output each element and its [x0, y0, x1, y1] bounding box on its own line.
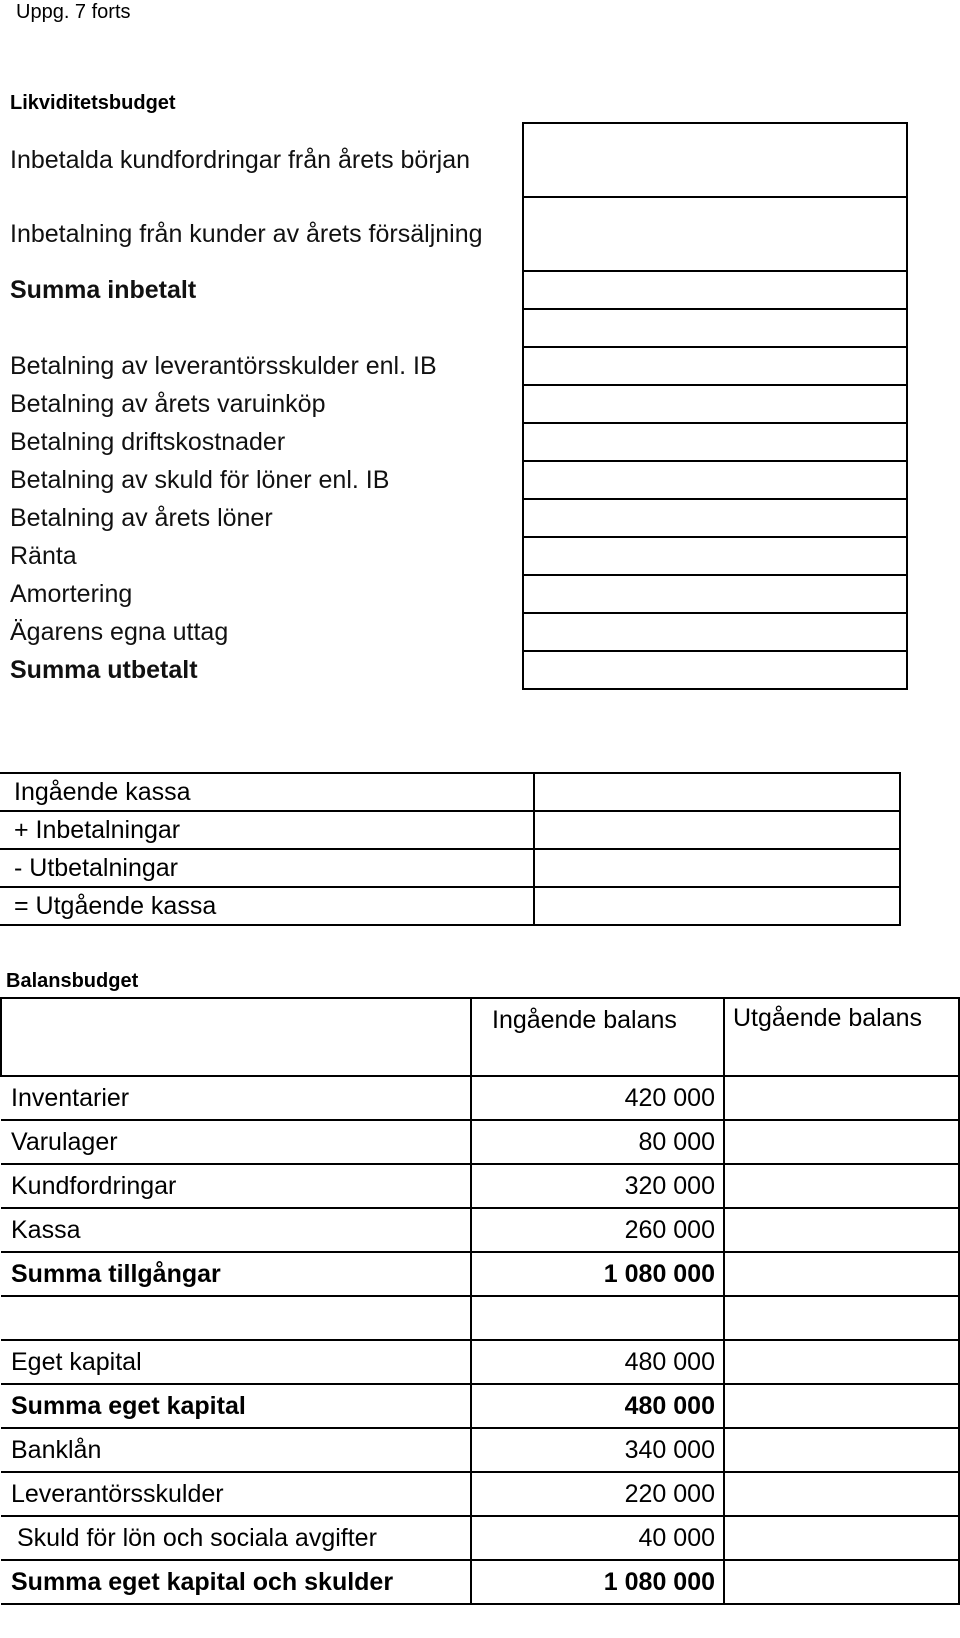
- table-row: [0, 123, 907, 197]
- row-label: Inbetalning från kunder av årets försäljning: [0, 197, 523, 271]
- value-cell[interactable]: [523, 423, 907, 461]
- ib-value: 80 000: [471, 1120, 724, 1164]
- table-row: [1, 1340, 959, 1384]
- ib-value: 480 000: [471, 1384, 724, 1428]
- row-label: Betalning av årets varuinköp: [0, 385, 523, 423]
- table-row: [1, 1384, 959, 1428]
- table-row: [0, 347, 907, 385]
- ib-value: 1 080 000: [471, 1560, 724, 1604]
- row-label: [0, 309, 523, 347]
- row-label: [1, 1296, 471, 1340]
- ib-value: [471, 1296, 724, 1340]
- value-cell[interactable]: [523, 499, 907, 537]
- value-cell[interactable]: [523, 271, 907, 309]
- col-ub-header: Utgående balans: [724, 998, 959, 1076]
- table-row: [1, 1560, 959, 1604]
- ib-value: 220 000: [471, 1472, 724, 1516]
- value-cell[interactable]: [523, 347, 907, 385]
- ub-value-cell[interactable]: [724, 1208, 959, 1252]
- balance-table: [0, 997, 960, 1605]
- ub-value-cell[interactable]: [724, 1384, 959, 1428]
- table-row: [0, 537, 907, 575]
- ub-value-cell[interactable]: [724, 1560, 959, 1604]
- page-header: Uppg. 7 forts: [16, 1, 131, 23]
- row-label: Ränta: [0, 537, 523, 575]
- table-row: [0, 613, 907, 651]
- table-row: [1, 1252, 959, 1296]
- liquidity-table: [0, 122, 908, 690]
- value-cell[interactable]: [523, 575, 907, 613]
- row-label: Betalning av skuld för löner enl. IB: [0, 461, 523, 499]
- ib-value: 420 000: [471, 1076, 724, 1120]
- value-cell[interactable]: [523, 385, 907, 423]
- table-row: [0, 651, 907, 689]
- cash-label: Ingående kassa: [0, 773, 534, 811]
- cash-value-cell[interactable]: [534, 811, 900, 849]
- cash-label: + Inbetalningar: [0, 811, 534, 849]
- table-row: [1, 1428, 959, 1472]
- col-ib-header: Ingående balans: [471, 998, 724, 1076]
- ub-value-cell[interactable]: [724, 1164, 959, 1208]
- row-label: Ägarens egna uttag: [0, 613, 523, 651]
- cash-value-cell[interactable]: [534, 849, 900, 887]
- row-label: Summa eget kapital och skulder: [1, 1560, 471, 1604]
- table-row: [0, 385, 907, 423]
- table-row: [1, 1164, 959, 1208]
- value-cell[interactable]: [523, 461, 907, 499]
- row-label: Betalning av leverantörsskulder enl. IB: [0, 347, 523, 385]
- row-label: Kundfordringar: [1, 1164, 471, 1208]
- ub-value-cell[interactable]: [724, 1428, 959, 1472]
- ub-value-cell[interactable]: [724, 1120, 959, 1164]
- table-row: [0, 461, 907, 499]
- value-cell[interactable]: [523, 613, 907, 651]
- ib-value: 260 000: [471, 1208, 724, 1252]
- value-cell[interactable]: [523, 197, 907, 271]
- value-cell[interactable]: [523, 123, 907, 197]
- value-cell[interactable]: [523, 309, 907, 347]
- ib-value: 1 080 000: [471, 1252, 724, 1296]
- table-row: [0, 811, 900, 849]
- table-row: [1, 1296, 959, 1340]
- ub-value-cell[interactable]: [724, 1296, 959, 1340]
- cash-value-cell[interactable]: [534, 887, 900, 925]
- value-cell[interactable]: [523, 651, 907, 689]
- ib-value: 340 000: [471, 1428, 724, 1472]
- row-label: Kassa: [1, 1208, 471, 1252]
- table-row: [0, 575, 907, 613]
- row-label: Betalning driftskostnader: [0, 423, 523, 461]
- header-empty: [1, 998, 471, 1076]
- row-label: Eget kapital: [1, 1340, 471, 1384]
- table-row: [0, 309, 907, 347]
- cash-label: - Utbetalningar: [0, 849, 534, 887]
- table-row: [0, 499, 907, 537]
- cash-label: = Utgående kassa: [0, 887, 534, 925]
- row-label: Leverantörsskulder: [1, 1472, 471, 1516]
- ub-value-cell[interactable]: [724, 1340, 959, 1384]
- row-label: Summa inbetalt: [0, 271, 523, 309]
- table-row: [1, 1516, 959, 1560]
- ub-value-cell[interactable]: [724, 1076, 959, 1120]
- value-cell[interactable]: [523, 537, 907, 575]
- table-row: [0, 423, 907, 461]
- table-row: [0, 271, 907, 309]
- row-label: Inbetalda kundfordringar från årets början: [0, 123, 523, 197]
- ib-value: 320 000: [471, 1164, 724, 1208]
- row-label: Betalning av årets löner: [0, 499, 523, 537]
- balance-title: Balansbudget: [6, 970, 139, 992]
- row-label: Banklån: [1, 1428, 471, 1472]
- row-label: Skuld för lön och sociala avgifter: [1, 1516, 471, 1560]
- row-label: Summa tillgångar: [1, 1252, 471, 1296]
- table-row: [0, 197, 907, 271]
- table-row: [1, 1208, 959, 1252]
- table-row: [0, 773, 900, 811]
- row-label: Inventarier: [1, 1076, 471, 1120]
- row-label: Amortering: [0, 575, 523, 613]
- cash-value-cell[interactable]: [534, 773, 900, 811]
- row-label: Varulager: [1, 1120, 471, 1164]
- ub-value-cell[interactable]: [724, 1472, 959, 1516]
- table-row: [0, 887, 900, 925]
- header-row: [1, 998, 959, 1076]
- ib-value: 480 000: [471, 1340, 724, 1384]
- liquidity-title: Likviditetsbudget: [10, 92, 176, 114]
- row-label: Summa utbetalt: [0, 651, 523, 689]
- ub-value-cell[interactable]: [724, 1516, 959, 1560]
- ib-value: 40 000: [471, 1516, 724, 1560]
- cash-table: [0, 772, 901, 926]
- table-row: [1, 1076, 959, 1120]
- ub-value-cell[interactable]: [724, 1252, 959, 1296]
- table-row: [1, 1472, 959, 1516]
- table-row: [0, 849, 900, 887]
- row-label: Summa eget kapital: [1, 1384, 471, 1428]
- table-row: [1, 1120, 959, 1164]
